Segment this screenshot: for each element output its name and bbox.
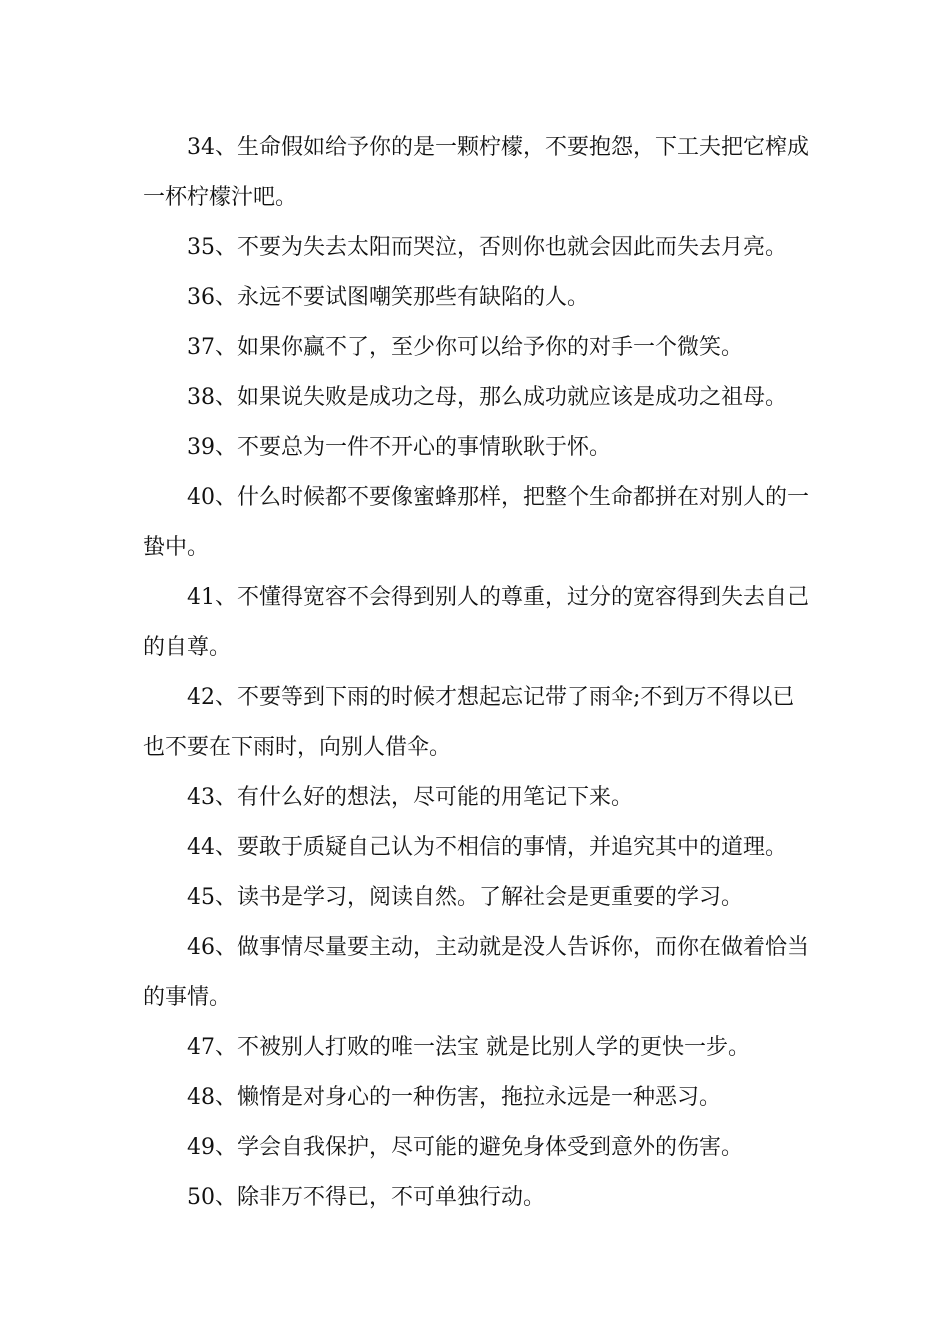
paragraph-34: 34、生命假如给予你的是一颗柠檬，不要抱怨，下工夫把它榨成一杯柠檬汁吧。 — [143, 135, 809, 210]
paragraph-48: 48、懒惰是对身心的一种伤害，拖拉永远是一种恶习。 — [187, 1085, 721, 1110]
paragraph-37: 37、如果你赢不了，至少你可以给予你的对手一个微笑。 — [187, 335, 743, 360]
paragraph-45: 45、读书是学习，阅读自然。了解社会是更重要的学习。 — [187, 885, 743, 910]
paragraph-50: 50、除非万不得已，不可单独行动。 — [187, 1185, 545, 1210]
paragraph-39: 39、不要总为一件不开心的事情耿耿于怀。 — [187, 435, 611, 460]
paragraph-36: 36、永远不要试图嘲笑那些有缺陷的人。 — [187, 285, 589, 310]
paragraph-49: 49、学会自我保护，尽可能的避免身体受到意外的伤害。 — [187, 1135, 743, 1160]
paragraph-46: 46、做事情尽量要主动，主动就是没人告诉你，而你在做着恰当的事情。 — [143, 935, 809, 1010]
paragraph-47: 47、不被别人打败的唯一法宝 就是比别人学的更快一步。 — [187, 1035, 750, 1060]
paragraph-40: 40、什么时候都不要像蜜蜂那样，把整个生命都拼在对别人的一蛰中。 — [143, 485, 809, 560]
document-body — [143, 123, 809, 1223]
paragraph-35: 35、不要为失去太阳而哭泣，否则你也就会因此而失去月亮。 — [187, 235, 787, 260]
paragraph-43: 43、有什么好的想法，尽可能的用笔记下来。 — [187, 785, 633, 810]
paragraph-42: 42、不要等到下雨的时候才想起忘记带了雨伞;不到万不得以已也不要在下雨时，向别人借伞。 — [143, 685, 795, 760]
paragraph-44: 44、要敢于质疑自己认为不相信的事情，并追究其中的道理。 — [187, 835, 787, 860]
paragraph-41: 41、不懂得宽容不会得到别人的尊重，过分的宽容得到失去自己的自尊。 — [143, 585, 809, 660]
paragraph-38: 38、如果说失败是成功之母，那么成功就应该是成功之祖母。 — [187, 385, 787, 410]
